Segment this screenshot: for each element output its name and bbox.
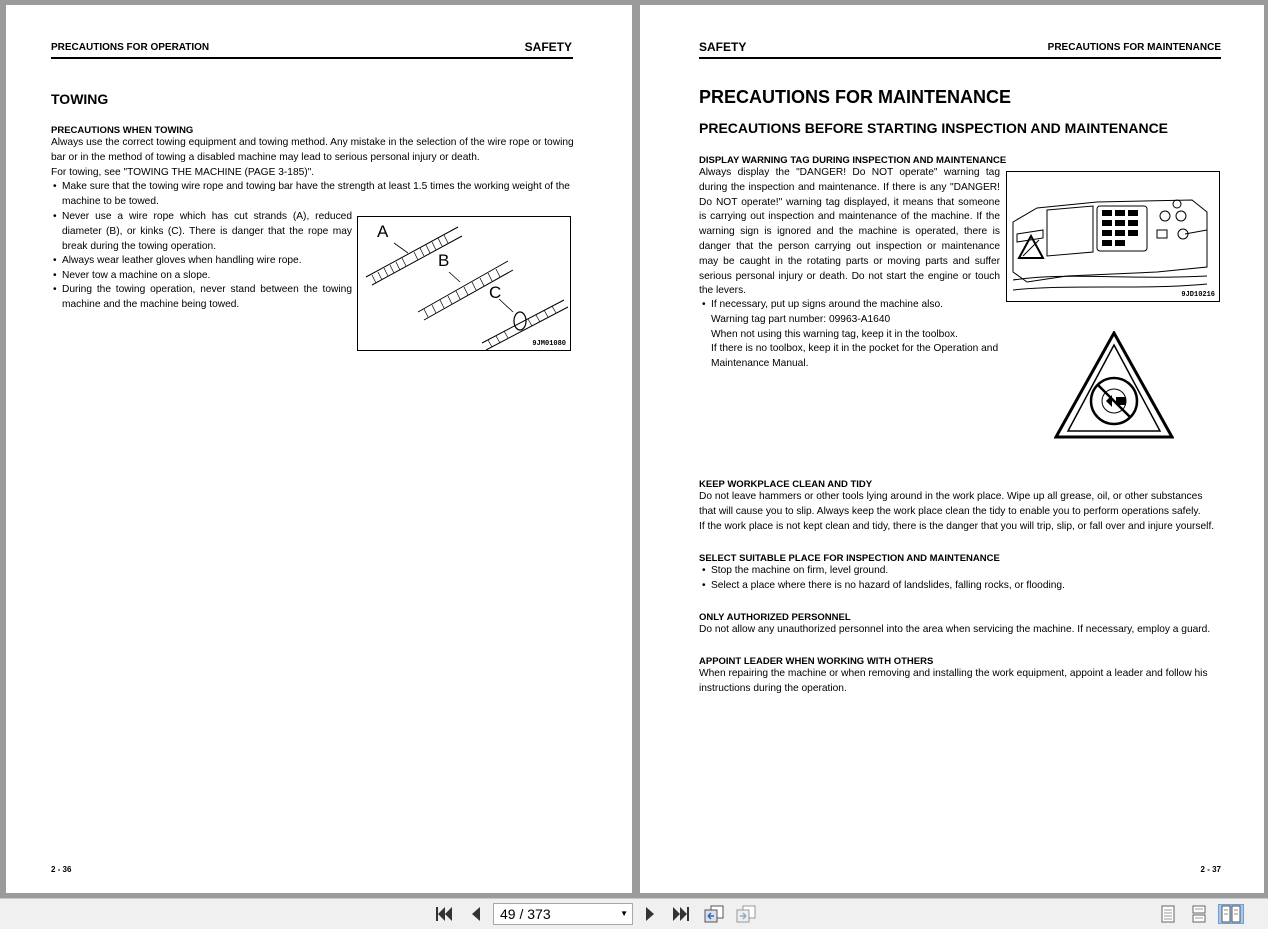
workplace-paragraph <box>699 490 1229 534</box>
text-line: is carrying out inspection and maintenance of the machine. If the <box>699 211 1000 223</box>
text-line: serious personal injury or death. Do not start the engine or touch <box>699 270 1000 282</box>
last-page-button[interactable] <box>671 904 691 924</box>
subsection-heading: DISPLAY WARNING TAG DURING INSPECTION AND MAINTENANCE <box>699 155 1007 166</box>
text-line: Maintenance Manual. <box>711 358 809 370</box>
right-document-page <box>640 5 1264 893</box>
left-document-page <box>6 5 632 893</box>
bullet-item <box>53 210 352 254</box>
figure-code: 9JM01080 <box>532 340 566 348</box>
text-line: Stop the machine on firm, level ground. <box>711 565 889 576</box>
subsection-heading: ONLY AUTHORIZED PERSONNEL <box>699 612 851 623</box>
text-line: When not using this warning tag, keep it in the toolbox. <box>711 328 958 340</box>
text-line: instructions during the operation. <box>699 682 847 694</box>
single-page-icon <box>1160 905 1176 923</box>
text-line: that will cause you to slip. Always keep the work place clean the tidy to enable you to perform operations safely. <box>699 505 1201 517</box>
chevron-down-icon: ▼ <box>620 909 628 918</box>
left-header-chapter: SAFETY <box>524 40 572 54</box>
viewer-toolbar <box>0 898 1268 929</box>
single-page-view-button[interactable] <box>1158 904 1178 924</box>
previous-view-button[interactable] <box>704 904 724 924</box>
next-view-button[interactable] <box>736 904 756 924</box>
text-line: If necessary, put up signs around the machine also. <box>711 299 943 310</box>
page-title: PRECAUTIONS FOR MAINTENANCE <box>699 87 1012 107</box>
text-line: Do NOT operate!" warning tag displayed, it means that someone <box>699 196 1000 208</box>
page-number: 2 - 36 <box>51 865 72 874</box>
text-line: danger that the person carrying out inspection or maintenance <box>699 240 1000 252</box>
text-line: Never tow a machine on a slope. <box>62 270 211 281</box>
text-line: machine to be towed. <box>62 195 159 207</box>
facing-view-button[interactable] <box>1218 904 1244 924</box>
text-line: Always wear leather gloves when handling wire rope. <box>62 255 302 266</box>
previous-page-icon <box>469 906 481 922</box>
subsection-heading: APPOINT LEADER WHEN WORKING WITH OTHERS <box>699 656 934 667</box>
personnel-paragraph: Do not allow any unauthorized personnel into the area when servicing the machine. If necessary, employ a guard. <box>699 624 1211 635</box>
bullet-item <box>702 564 1211 579</box>
bullet-item <box>53 283 352 313</box>
leader-paragraph <box>699 667 1229 697</box>
bullet-dot: • <box>702 299 706 310</box>
text-line: during the inspection and maintenance. If there is any "DANGER! <box>699 181 1000 193</box>
subsection-heading: KEEP WORKPLACE CLEAN AND TIDY <box>699 479 873 490</box>
bullet-dot: • <box>53 211 57 222</box>
text-line: break during the towing operation. <box>62 240 217 252</box>
subsection-heading: SELECT SUITABLE PLACE FOR INSPECTION AND MAINTENANCE <box>699 553 1000 564</box>
figure-label-a: A <box>377 222 389 241</box>
control-panel-figure <box>1006 171 1220 302</box>
bullet-item <box>702 298 1011 372</box>
text-line: may be caught in the rotating parts or moving parts and suffer <box>699 255 1000 267</box>
text-line: warning sign is ignored and the machine is operated, there is <box>699 226 1000 238</box>
left-header-section: PRECAUTIONS FOR OPERATION <box>51 42 210 53</box>
wire-rope-drawing <box>358 217 570 350</box>
text-line: If there is no toolbox, keep it in the pocket for the Operation and <box>711 343 999 355</box>
continuous-icon <box>1191 905 1207 923</box>
page-subtitle: PRECAUTIONS BEFORE STARTING INSPECTION AND MAINTENANCE <box>699 120 1169 136</box>
text-line: Do not leave hammers or other tools lying around in the work place. Wipe up all grease, oil, or other substances <box>699 491 1203 502</box>
figure-label-c: C <box>489 283 502 302</box>
bullet-dot: • <box>53 284 57 295</box>
next-page-button[interactable] <box>641 904 661 924</box>
text-line: bar or in the method of towing a disabled machine may lead to serious personal injury or death. <box>51 151 480 163</box>
header-rule <box>51 57 573 59</box>
facing-icon <box>1221 905 1241 923</box>
text-line: Select a place where there is no hazard of landslides, falling rocks, or flooding. <box>711 580 1065 591</box>
previous-view-icon <box>704 905 724 923</box>
text-line: Always use the correct towing equipment and towing method. Any mistake in the selection of the wire rope or towing <box>51 137 574 148</box>
bullet-item <box>53 254 352 269</box>
bullet-item <box>53 180 574 210</box>
bullet-dot: • <box>702 565 706 576</box>
text-line: diameter (B), or kinks (C). There is danger that the rope may <box>62 225 352 237</box>
bullet-item <box>702 579 1211 594</box>
page-number: 2 - 37 <box>1200 865 1221 874</box>
text-line: For towing, see "TOWING THE MACHINE (PAGE 3-185)". <box>51 166 315 178</box>
continuous-view-button[interactable] <box>1189 904 1209 924</box>
bullet-dot: • <box>53 255 57 266</box>
text-line: machine and the machine being towed. <box>62 298 240 310</box>
control-panel-drawing <box>1007 172 1219 301</box>
bullet-dot: • <box>53 181 57 192</box>
next-view-icon <box>736 905 756 923</box>
next-page-icon <box>645 906 657 922</box>
first-page-icon <box>435 906 453 922</box>
header-rule <box>699 57 1221 59</box>
first-page-button[interactable] <box>434 904 454 924</box>
text-line: Never use a wire rope which has cut strands (A), reduced <box>62 211 352 222</box>
subsection-heading: PRECAUTIONS WHEN TOWING <box>51 125 194 136</box>
bullet-dot: • <box>53 270 57 281</box>
page-number-input[interactable] <box>493 903 633 925</box>
text-line: Warning tag part number: 09963-A1640 <box>711 313 891 325</box>
text-line: Always display the "DANGER! Do NOT operate" warning tag <box>699 167 1000 178</box>
page-indicator: 49 / 373 <box>500 906 551 922</box>
tag-code: 09963-A1640 <box>1143 434 1168 439</box>
warning-tag-paragraph <box>699 166 1000 299</box>
text-line: If the work place is not kept clean and tidy, there is the danger that you will trip, slip, or fall over and injure yourself. <box>699 520 1215 532</box>
wire-rope-figure <box>357 216 571 351</box>
last-page-icon <box>672 906 690 922</box>
text-line: When repairing the machine or when removing and installing the work equipment, appoint a leader and follow his <box>699 668 1208 679</box>
right-header-section: PRECAUTIONS FOR MAINTENANCE <box>1047 42 1221 53</box>
warning-triangle-icon <box>1054 331 1174 441</box>
text-line: the levers. <box>699 285 746 297</box>
figure-code: 9JD10216 <box>1181 291 1215 299</box>
previous-page-button[interactable] <box>465 904 485 924</box>
section-title: TOWING <box>51 91 109 107</box>
text-line: During the towing operation, never stand between the towing <box>62 284 352 295</box>
text-line: Make sure that the towing wire rope and towing bar have the strength at least 1.5 times the working weight of the <box>62 181 570 192</box>
bullet-item <box>53 269 352 284</box>
intro-paragraph <box>51 136 581 180</box>
warning-tag-image <box>1054 331 1174 441</box>
bullet-dot: • <box>702 580 706 591</box>
figure-label-b: B <box>438 251 450 270</box>
right-header-chapter: SAFETY <box>699 40 747 54</box>
